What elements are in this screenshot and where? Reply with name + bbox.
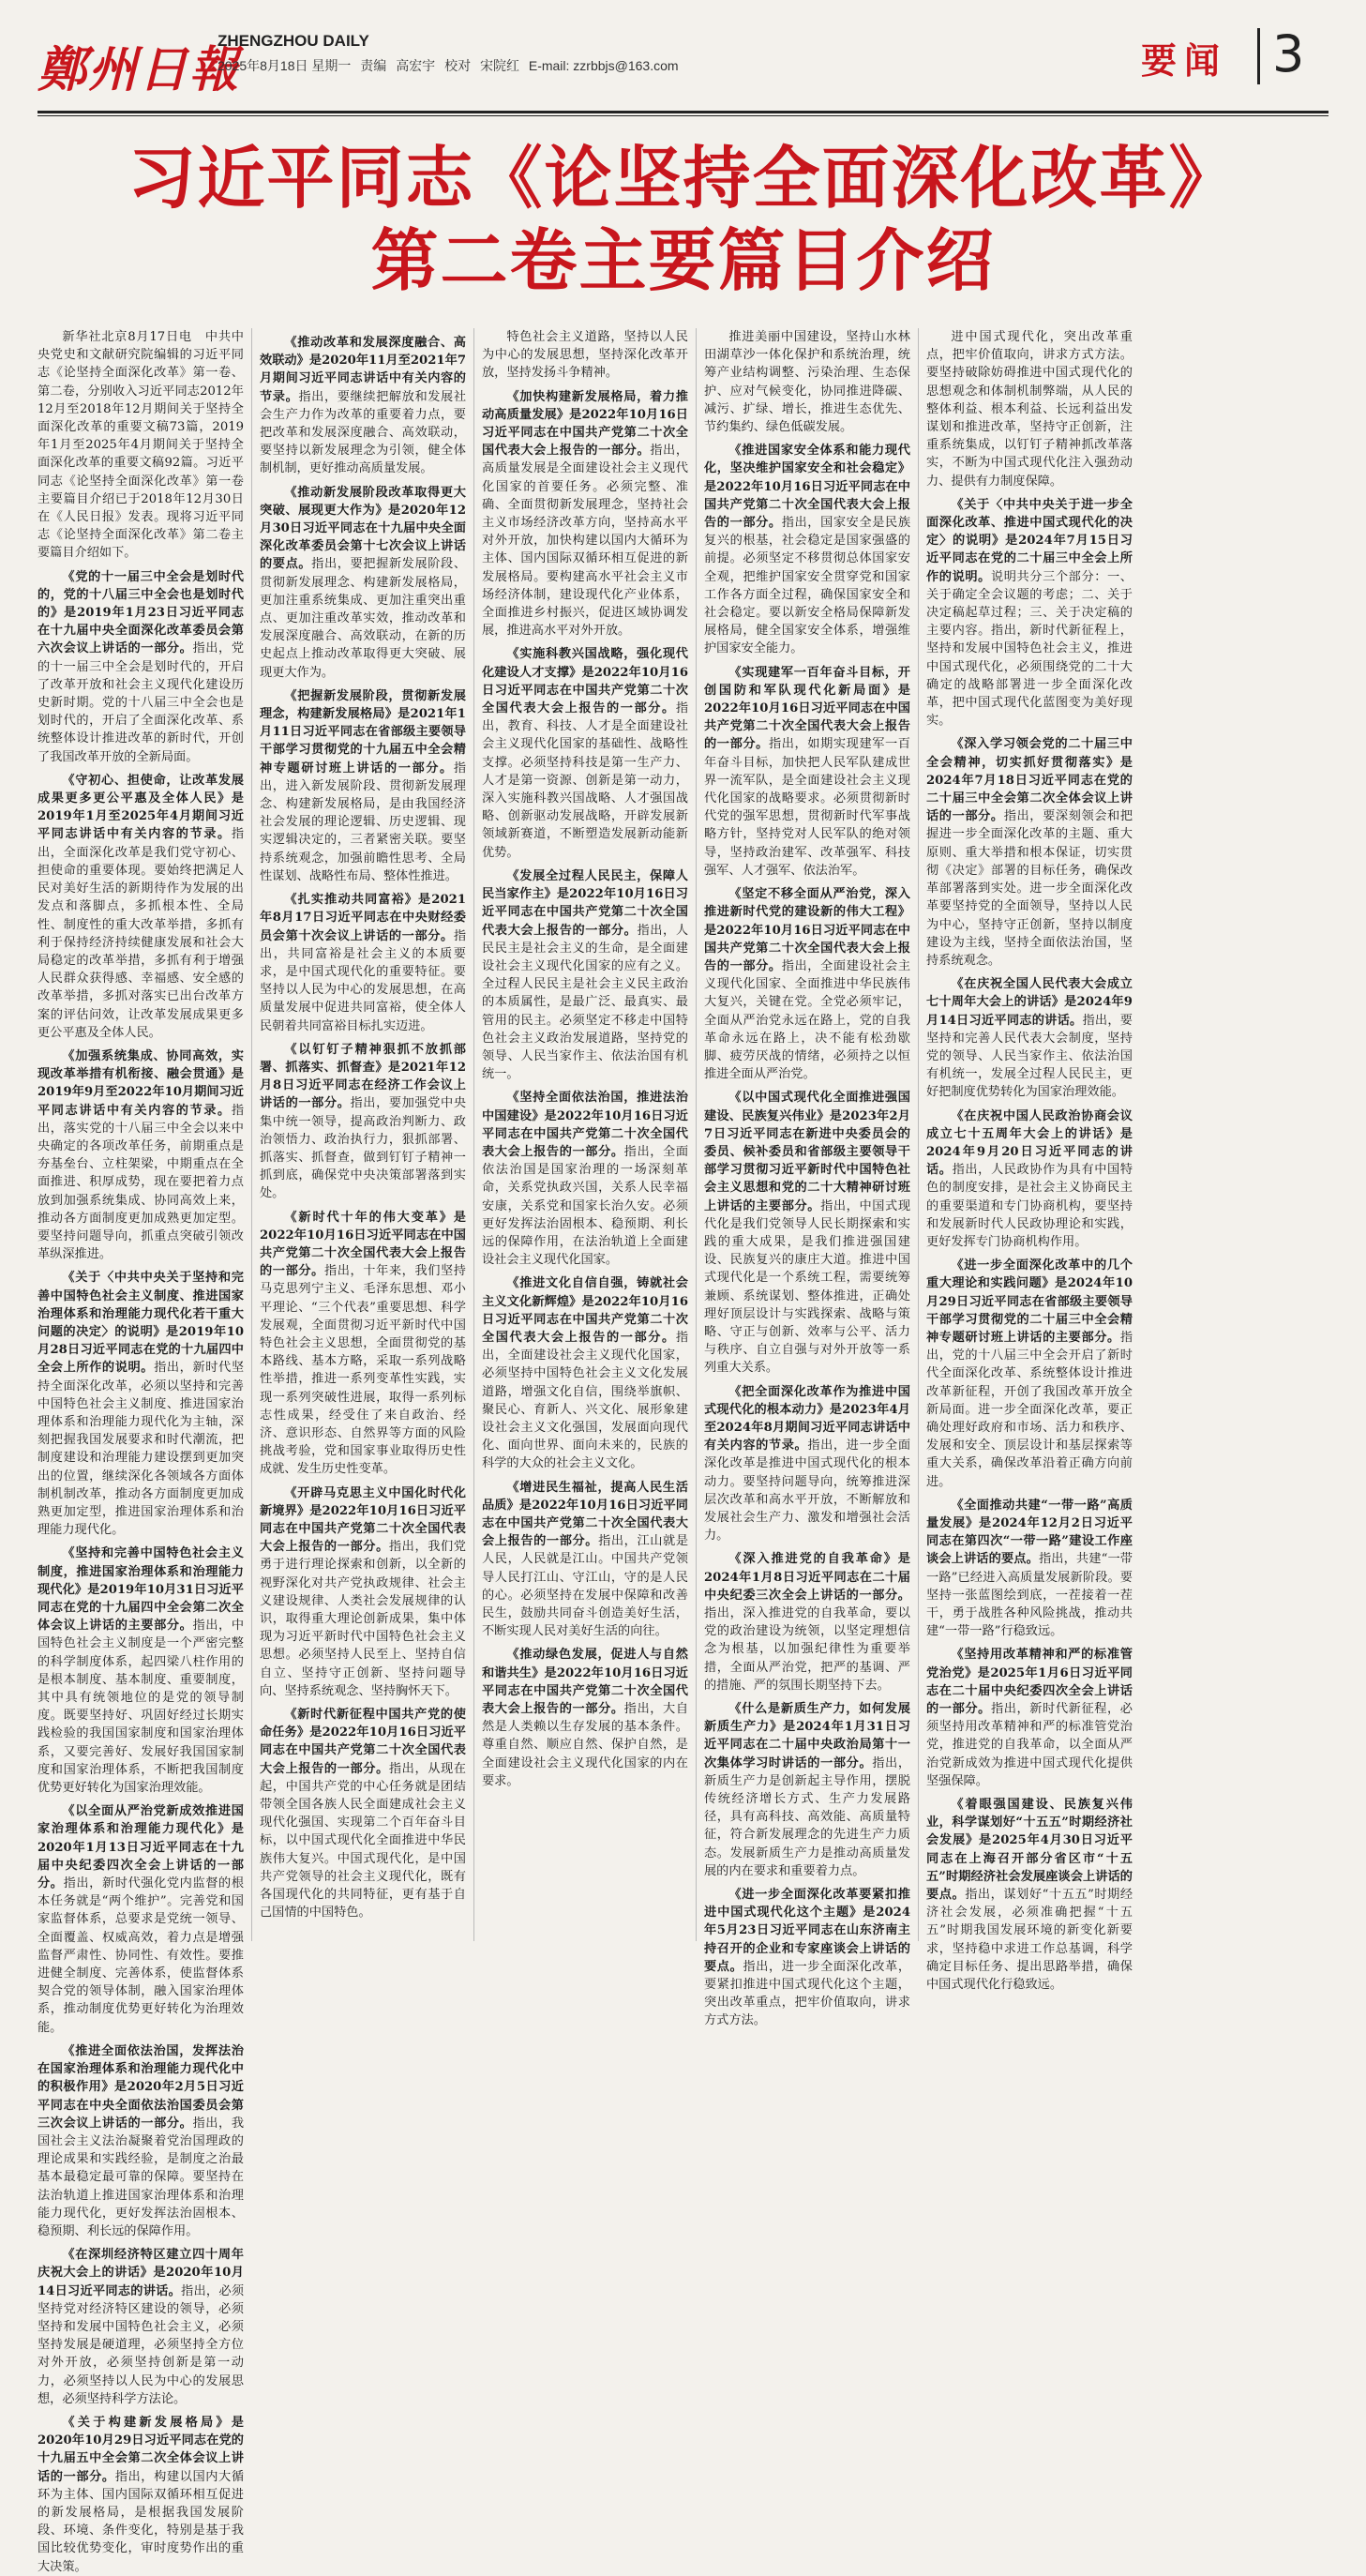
- item-summary: 指出，中国式现代化是我们党领导人民长期探索和实践的重大成果，是我们推进强国建设、民族复兴的康庄大道。推进中国式现代化是一个系统工程，需要统筹兼顾、系统谋划、整体推进，正确处理好顶层设计与实践探索、战略与策略、守正与创新、效率与公平、活力与秩序、自立自强与对外开放等一系列重大关系。: [704, 1198, 911, 1376]
- item-summary: 指出，全面深化改革是我们党守初心、担使命的重要体现。要始终把满足人民对美好生活的新期待作为发展的出发点和落脚点，多抓根本性、全局性、制度性的重大改革举措，多抓有利于保持经济持续健康发展和社会大局稳定的改革举措，多抓有利于增强人民群众获得感、幸福感、安全感的改革举措，多抓对落实已出台改革方案的评估问效，让改革发展成果更多更公平惠及全体人民。: [38, 827, 244, 1040]
- article-item: [704, 885, 910, 1083]
- article-item: [704, 1700, 910, 1880]
- item-title: 《党的十一届三中全会是划时代的，党的十八届三中全会也是划时代的》是2019年1月23日习近平同志在十九届中央全面深化改革委员会第六次会议上讲话的一部分。: [38, 569, 244, 656]
- item-title: 《关于〈中共中央关于进一步全面深化改革、推进中国式现代化的决定〉的说明》是2024年7月15日习近平同志在党的二十届三中全会上所作的说明。: [926, 497, 1133, 584]
- article-item: [482, 1089, 688, 1269]
- item-title: 《推进文化自信自强，铸就社会主义文化新辉煌》是2022年10月16日习近平同志在中国共产党第二十次全国代表大会上报告的一部分。: [482, 1276, 688, 1345]
- item-title: 《推进全面依法治国，发挥法治在国家治理体系和治理能力现代化中的积极作用》是2020年2月5日习近平同志在中央全面依法治国委员会第三次会议上讲话的一部分。: [38, 2043, 244, 2131]
- item-summary: 指出，要把握新发展阶段、贯彻新发展理念、构建新发展格局，更加注重系统集成、更加注重突出重点、更加注重改革实效，推动改革和发展深度融合、高效联动，在新的历史起点上推动改革取得更大突破、展现更大作为。: [260, 557, 467, 680]
- article-item: [926, 496, 1133, 731]
- item-summary: 指出，要加强党中央集中统一领导，提高政治判断力、政治领悟力、政治执行力，狠抓部署、抓落实、抓督查，做到钉钉子精神一抓到底，确保党中央决策部署落到实处。: [260, 1096, 467, 1201]
- article-item: [704, 1383, 910, 1545]
- article-item: [38, 2246, 244, 2408]
- article-item: [260, 334, 466, 478]
- item-summary: 指出，我们党勇于进行理论探索和创新，以全新的视野深化对共产党执政规律、社会主义建设规律、人类社会发展规律的认识，取得重大理论创新成果，集中体现为习近平新时代中国特色社会主义思想。必须坚持人民至上、坚持自信自立、坚持守正创新、坚持问题导向、坚持系统观念、坚持胸怀天下。: [260, 1540, 466, 1698]
- item-title: 《实现建军一百年奋斗目标，开创国防和军队现代化新局面》是2022年10月16日习近平同志在中国共产党第二十次全国代表大会上报告的一部分。: [704, 665, 910, 752]
- item-title: 《进一步全面深化改革要紧扣推进中国式现代化这个主题》是2024年5月23日习近平同志在山东济南主持召开的企业和专家座谈会上讲话的要点。: [704, 1888, 910, 1974]
- item-title: 《进一步全面深化改革中的几个重大理论和实践问题》是2024年10月29日习近平同志在省部级主要领导干部学习贯彻党的二十届三中全会精神专题研讨班上讲话的主要部分。: [926, 1258, 1133, 1345]
- item-summary: 指出，十年来，我们坚持马克思列宁主义、毛泽东思想、邓小平理论、“三个代表”重要思想、科学发展观，全面贯彻习近平新时代中国特色社会主义思想，全面贯彻党的基本路线、基本方略，采取一系列战略性举措，推进一系列变革性实践，实现一系列突破性进展，取得一系列标志性成果，经受住了来自政治、经济、意识形态、自然界等方面的风险挑战考验，党和国家事业取得历史性成就、发生历史性变革。: [260, 1264, 466, 1477]
- section-label: [1141, 24, 1319, 84]
- item-summary: 指出，从现在起，中国共产党的中心任务就是团结带领全国各族人民全面建成社会主义现代化强国、实现第二个百年奋斗目标，以中国式现代化全面推进中华民族伟大复兴。中国式现代化，是中国共产党领导的社会主义现代化，既有各国现代化的共同特征，更有基于自己国情的中国特色。: [260, 1761, 466, 1921]
- newspaper-english-name: ZHENGZHOU DAILY: [218, 32, 369, 50]
- editor-label: 责编: [360, 58, 387, 73]
- article-item: [482, 388, 688, 640]
- paragraph: 特色社会主义道路，坚持以人民为中心的发展思想，坚持深化改革开放，坚持发扬斗争精神。: [482, 330, 688, 381]
- section-divider: [1257, 28, 1260, 84]
- item-summary: 指出，进入新发展阶段、贯彻新发展理念、构建新发展格局，是由我国经济社会发展的理论逻辑、历史逻辑、现实逻辑决定的，三者紧密关联。要坚持系统观念，加强前瞻性思考、全局性谋划、战略性布局、整体性推进。: [260, 761, 466, 883]
- article-item: [704, 442, 910, 657]
- article-item: [38, 1802, 244, 2037]
- text-column: [38, 328, 252, 2574]
- item-summary: 指出，进一步全面深化改革是推进中国式现代化的根本动力。要坚持问题导向，统筹推进深层次改革和高水平开放，不断解放和发展社会生产力、激发和增强社会活力。: [704, 1439, 911, 1544]
- newspaper-logo: 鄭州日報: [38, 41, 241, 98]
- item-title: 《推进国家安全体系和能力现代化，坚决维护国家安全和社会稳定》是2022年10月16日习近平同志在中国共产党第二十次全国代表大会上报告的一部分。: [704, 444, 910, 531]
- item-title: 《扎实推动共同富裕》是2021年8月17日习近平同志在中央财经委员会第十次会议上讲话的一部分。: [260, 893, 466, 943]
- item-title: 《加强系统集成、协同高效，实现改革举措有机衔接、融会贯通》是2019年9月至2022年10月期间习近平同志讲话中有关内容的节录。: [38, 1048, 244, 1118]
- text-column: [926, 328, 1140, 1993]
- article-item: [482, 1479, 688, 1641]
- item-summary: 指出，必须坚持党对经济特区建设的领导，必须坚持和发展中国特色社会主义，必须坚持发展是硬道理，必须坚持全方位对外开放，必须坚持创新是第一动力，必须坚持以人民为中心的发展思想，必须坚持科学方法论。: [38, 2283, 245, 2406]
- item-summary: 指出，我国社会主义法治凝聚着党治国理政的理论成果和实践经验，是制度之治最基本最稳定最可靠的保障。要坚持在法治轨道上推进国家治理体系和治理能力现代化，更好发挥法治固根本、稳预期、利长远的保障作用。: [38, 2116, 245, 2238]
- item-summary: 指出，谋划好“十五五”时期经济社会发展，必须准确把握“十五五”时期我国发展环境的新变化新要求，坚持稳中求进工作总基调，科学确定目标任务、提出思路举措，确保中国式现代化行稳致远。: [926, 1888, 1133, 1993]
- item-title: 《开辟马克思主义中国化时代化新境界》是2022年10月16日习近平同志在中国共产党第二十次全国代表大会上报告的一部分。: [260, 1485, 466, 1555]
- item-title: 《加快构建新发展格局，着力推动高质量发展》是2022年10月16日习近平同志在中国共产党第二十次全国代表大会上报告的一部分。: [482, 389, 688, 459]
- item-title: 《关于构建新发展格局》是2020年10月29日习近平同志在党的十九届五中全会第二次全体会议上讲话的一部分。: [38, 2415, 244, 2484]
- item-summary: 指出，要坚持和完善人民代表大会制度，坚持党的领导、人民当家作主、依法治国有机统一，发展全过程人民民主，更好把制度优势转化为国家治理效能。: [926, 1013, 1133, 1100]
- header-rule-thin: [38, 115, 1328, 116]
- article-item: [926, 1646, 1133, 1790]
- item-summary: 指出，新质生产力是创新起主导作用，摆脱传统经济增长方式、生产力发展路径，具有高科技、高效能、高质量特征，符合新发展理念的先进生产力质态。发展新质生产力是推动高质量发展的内在要求和重要着力点。: [704, 1755, 911, 1878]
- header-rule: [38, 111, 1328, 113]
- item-summary: 指出，新时代坚持全面深化改革，必须以坚持和完善中国特色社会主义制度、推进国家治理体系和治理能力现代化为主轴，深刻把握我国发展要求和时代潮流，把制度建设和治理能力建设摆到更加突出的位置，继续深化各领域各方面体制机制改革，推动各方面制度更加成熟更加定型，推进国家治理体系和治理能力现代化。: [38, 1361, 245, 1538]
- proof-label: 校对: [444, 58, 472, 73]
- issue-date: 2025年8月18日 星期一: [218, 58, 352, 73]
- article-item: [38, 1047, 244, 1263]
- headline-line-1: 习近平同志《论坚持全面深化改革》: [128, 139, 1238, 218]
- article-item: [260, 1706, 466, 1921]
- editor-name: 高宏宇: [396, 58, 436, 73]
- item-summary: 指出，人民政协作为具有中国特色的制度安排，是社会主义协商民主的重要渠道和专门协商机构，要坚持和发展新时代人民政协理论和实践，更好发挥专门协商机构作用。: [926, 1163, 1133, 1249]
- article-item: [926, 975, 1133, 1101]
- article-item: [704, 1550, 910, 1695]
- item-title: 《推动新发展阶段改革取得更大突破、展现更大作为》是2020年12月30日习近平同志在十九届中央全面深化改革委员会第十七次会议上讲话的要点。: [260, 485, 466, 572]
- item-title: 《把握新发展阶段，贯彻新发展理念，构建新发展格局》是2021年1月11日习近平同志在省部级主要领导干部学习贯彻党的十九届五中全会精神专题研讨班上讲话的一部分。: [260, 688, 466, 776]
- item-summary: 指出，构建以国内大循环为主体、国内国际双循环相互促进的新发展格局，是根据我国发展阶段、环境、条件变化，特别是基于我国比较优势变化，审时度势作出的重大决策。: [38, 2469, 245, 2574]
- article-item: [38, 1544, 244, 1797]
- item-summary: 指出，全面依法治国是国家治理的一场深刻革命，关系党执政兴国，关系人民幸福安康，关系党和国家长治久安。必须更好发挥法治固根本、稳预期、利长远的保障作用，在法治轨道上全面建设社会主义现代化国家。: [482, 1144, 689, 1268]
- item-summary: 指出，要深刻领会和把握进一步全面深化改革的主题、重大原则、重大举措和根本保证，切实贯彻《决定》部署的目标任务，确保改革部署落到实处。进一步全面深化改革要坚持党的全面领导，坚持以人民为中心，坚持守正创新，坚持以制度建设为主线，坚持全面依法治国，坚持系统观念。: [926, 809, 1133, 968]
- item-title: 《深入学习领会党的二十届三中全会精神，切实抓好贯彻落实》是2024年7月18日习近平同志在党的二十届三中全会第二次全体会议上讲话的一部分。: [926, 737, 1133, 824]
- article-item: [926, 735, 1133, 970]
- article-item: [482, 867, 688, 1083]
- item-summary: 说明共分三个部分：一、关于确定全会议题的考虑；二、关于决定稿起草过程；三、关于决定稿的主要内容。指出，新时代新征程上，坚持和发展中国特色社会主义，推进中国式现代化，必须围绕党的二十大确定的战略部署进一步全面深化改革，把中国式现代化蓝图变为美好现实。: [926, 569, 1133, 729]
- issue-meta: [218, 56, 684, 75]
- article-item: [926, 1497, 1133, 1641]
- text-column: [260, 328, 474, 1941]
- item-summary: 指出，要继续把解放和发展社会生产力作为改革的重要着力点，要把改革和发展深度融合、高效联动，要坚持以新发展理念为引领，健全体制机制，更好推动高质量发展。: [260, 389, 467, 476]
- item-title: 《以全面从严治党新成效推进国家治理体系和治理能力现代化》是2020年1月13日习近平同志在十九届中央纪委四次全会上讲话的一部分。: [38, 1804, 244, 1891]
- item-summary: 指出，落实党的十八届三中全会以来中央确定的各项改革任务，前期重点是夯基垒台、立柱架梁，中期重点在全面推进、积厚成势，现在要把着力点放到加强系统集成、协同高效上来，推动各方面制度更加成熟更加定型。要坚持问题导向，抓重点突破引领改革纵深推进。: [38, 1103, 244, 1262]
- article-body: [38, 328, 1328, 2574]
- article-item: [260, 687, 466, 885]
- section-name: 要闻: [1141, 40, 1228, 82]
- item-summary: 指出，党的十八届三中全会开启了新时代全面深化改革、系统整体设计推进改革新征程，开创了我国改革开放全新局面。进一步全面深化改革，要正确处理好政府和市场、活力和秩序、发展和安全、顶层设计和基层探索等重大关系，确保改革沿着正确方向前进。: [926, 1330, 1133, 1489]
- headline-line-2: 第二卷主要篇目介绍: [370, 221, 996, 300]
- item-title: 《坚持和完善中国特色社会主义制度，推进国家治理体系和治理能力现代化》是2019年10月31日习近平同志在党的十九届四中全会第二次全体会议上讲话的主要部分。: [38, 1546, 244, 1634]
- item-summary: 指出，新时代新征程，必须坚持用改革精神和严的标准管党治党，推进党的自我革命，以全面从严治党新成效为推进中国式现代化提供坚强保障。: [926, 1702, 1133, 1788]
- item-title: 《坚定不移全面从严治党，深入推进新时代党的建设新的伟大工程》是2022年10月16日习近平同志在中国共产党第二十次全国代表大会上报告的一部分。: [704, 887, 910, 973]
- item-title: 《坚持全面依法治国，推进法治中国建设》是2022年10月16日习近平同志在中国共产党第二十次全国代表大会上报告的一部分。: [482, 1091, 688, 1159]
- text-column: [704, 328, 919, 2028]
- item-title: 《全面推动共建“一带一路”高质量发展》是2024年12月2日习近平同志在第四次“一带一路”建设工作座谈会上讲话的要点。: [926, 1498, 1133, 1567]
- paragraph: 新华社北京8月17日电 中共中央党史和文献研究院编辑的习近平同志《论坚持全面深化改革》第一卷、第二卷，分别收入习近平同志2012年12月至2018年12月期间关于坚持全面深化改革的重要文稿73篇，2019年1月至2025年4月期间关于坚持全面深化改革的重要文稿92篇。习近平同志《论坚持全面深化改革》第一卷主要篇目介绍已于2018年12月30日在《人民日报》发表。现将习近平同志《论坚持全面深化改革》第二卷主要篇目介绍如下。: [38, 330, 244, 561]
- item-summary: 指出，高质量发展是全面建设社会主义现代化国家的首要任务。必须完整、准确、全面贯彻新发展理念，坚持社会主义市场经济改革方向，坚持高水平对外开放，加快构建以国内大循环为主体、国内国际双循环相互促进的新发展格局。要构建高水平社会主义市场经济体制，建设现代化产业体系，全面推进乡村振兴，促进区域协调发展，推进高水平对外开放。: [482, 444, 689, 639]
- item-title: 《守初心、担使命，让改革发展成果更多更公平惠及全体人民》是2019年1月至2025年4月期间习近平同志讲话中有关内容的节录。: [38, 773, 244, 842]
- article-item: [704, 1886, 910, 2030]
- article-item: [260, 891, 466, 1035]
- item-title: 《关于〈中共中央关于坚持和完善中国特色社会主义制度、推进国家治理体系和治理能力现代化若干重大问题的决定〉的说明》是2019年10月28日习近平同志在党的十九届四中全会上所作的说明。: [38, 1271, 244, 1376]
- item-summary: 指出，大自然是人类赖以生存发展的基本条件。尊重自然、顺应自然、保护自然，是全面建设社会主义现代化国家的内在要求。: [482, 1702, 689, 1788]
- item-title: 《把全面深化改革作为推进中国式现代化的根本动力》是2023年4月至2024年8月期间习近平同志讲话中有关内容的节录。: [704, 1384, 910, 1454]
- article-item: [38, 2414, 244, 2576]
- item-title: 《推动改革和发展深度融合、高效联动》是2020年11月至2021年7月期间习近平同志讲话中有关内容的节录。: [260, 336, 466, 404]
- item-title: 《在庆祝全国人民代表大会成立七十周年大会上的讲话》是2024年9月14日习近平同志的讲话。: [926, 977, 1133, 1028]
- article-item: [260, 1041, 466, 1203]
- paragraph: 进中国式现代化，突出改革重点，把牢价值取向，讲求方式方法。要坚持破除妨碍推进中国式现代化的思想观念和体制机制弊端，从人民的整体利益、根本利益、长远利益出发谋划和推进改革，坚持守正创新，注重系统集成，以钉钉子精神抓改革落实，不断为中国式现代化注入强劲动力、提供有力制度保障。: [926, 330, 1133, 489]
- article-item: [482, 645, 688, 861]
- article-item: [260, 484, 466, 682]
- article-item: [482, 1274, 688, 1472]
- item-title: 《着眼强国建设、民族复兴伟业，科学谋划好“十五五”时期经济社会发展》是2025年4月30日习近平同志在上海召开部分省区市“十五五”时期经济社会发展座谈会上讲话的要点。: [926, 1798, 1133, 1903]
- paragraph: 推进美丽中国建设，坚持山水林田湖草沙一体化保护和系统治理，统筹产业结构调整、污染治理、生态保护、应对气候变化，协同推进降碳、减污、扩绿、增长，推进生态优先、节约集约、绿色低碳发展。: [704, 330, 910, 435]
- item-summary: 指出，江山就是人民，人民就是江山。中国共产党领导人民打江山、守江山，守的是人民的心。必须坚持在发展中保障和改善民生，鼓励共同奋斗创造美好生活，不断实现人民对美好生活的向往。: [482, 1534, 689, 1639]
- item-summary: 指出，中国特色社会主义制度是一个严密完整的科学制度体系，起四梁八柱作用的是根本制度、基本制度、重要制度，其中具有统领地位的是党的领导制度。既要坚持好、巩固好经过长期实践检验的我国国家制度和国家治理体系，又要完善好、发展好我国国家制度和国家治理体系，不断把我国制度优势更好转化为国家治理效能。: [38, 1619, 245, 1796]
- article-item: [38, 2042, 244, 2240]
- masthead: [0, 0, 1366, 124]
- item-title: 《推动绿色发展，促进人与自然和谐共生》是2022年10月16日习近平同志在中国共产党第二十次全国代表大会上报告的一部分。: [482, 1648, 688, 1717]
- item-title: 《坚持用改革精神和严的标准管党治党》是2025年1月6日习近平同志在二十届中央纪委四次全会上讲话的一部分。: [926, 1648, 1133, 1717]
- item-summary: 指出，共建“一带一路”已经进入高质量发展新阶段。要坚持一张蓝图绘到底，一茬接着一茬干，勇于战胜各种风险挑战，推动共建“一带一路”行稳致远。: [926, 1552, 1133, 1639]
- article-item: [926, 1796, 1133, 1994]
- contact-email: E-mail: zzrbbjs@163.com: [528, 58, 679, 73]
- item-title: 《在庆祝中国人民政治协商会议成立七十五周年大会上的讲话》是2024年9月20日习近平同志的讲话。: [926, 1108, 1133, 1178]
- item-summary: 指出，全面建设社会主义现代化国家，必须坚持中国特色社会主义文化发展道路，增强文化自信，围绕举旗帜、聚民心、育新人、兴文化、展形象建设社会主义文化强国，发展面向现代化、面向世界、面向未来的，民族的科学的大众的社会主义文化。: [482, 1330, 688, 1471]
- item-title: 《新时代新征程中国共产党的使命任务》是2022年10月16日习近平同志在中国共产党第二十次全国代表大会上报告的一部分。: [260, 1708, 466, 1776]
- proofreader-name: 宋院红: [479, 58, 519, 73]
- item-title: 《增进民生福祉，提高人民生活品质》是2022年10月16日习近平同志在中国共产党第二十次全国代表大会上报告的一部分。: [482, 1480, 688, 1549]
- item-summary: 指出，新时代强化党内监督的根本任务就是“两个维护”。完善党和国家监督体系，总要求是党统一领导、全面覆盖、权威高效，着力点是增强监督严肃性、协同性、有效性。要推进健全制度、完善体系，使监督体系契合党的领导体制，融入国家治理体系，推动制度优势更好转化为治理效能。: [38, 1876, 245, 2035]
- item-title: 《以钉钉子精神狠抓不放抓部署、抓落实、抓督查》是2021年12月8日习近平同志在经济工作会议上讲话的一部分。: [260, 1042, 466, 1111]
- text-column: [482, 328, 697, 1941]
- item-title: 《实施科教兴国战略，强化现代化建设人才支撑》是2022年10月16日习近平同志在中国共产党第二十次全国代表大会上报告的一部分。: [482, 647, 688, 716]
- item-title: 《什么是新质生产力，如何发展新质生产力》是2024年1月31日习近平同志在二十届中央政治局第十一次集体学习时讲话的一部分。: [704, 1702, 910, 1770]
- article-item: [926, 1107, 1133, 1252]
- article-item: [704, 1089, 910, 1377]
- article-item: [260, 1484, 466, 1700]
- item-summary: 指出，全面建设社会主义现代化国家、全面推进中华民族伟大复兴，关键在党。全党必须牢记，全面从严治党永远在路上，党的自我革命永远在路上，决不能有松劲歇脚、疲劳厌战的情绪，必须持之以恒推进全面从严治党。: [704, 958, 911, 1082]
- item-title: 《新时代十年的伟大变革》是2022年10月16日习近平同志在中国共产党第二十次全国代表大会上报告的一部分。: [260, 1210, 466, 1279]
- article-item: [38, 1269, 244, 1539]
- item-summary: 指出，教育、科技、人才是全面建设社会主义现代化国家的基础性、战略性支撑。必须坚持科技是第一生产力、人才是第一资源、创新是第一动力，深入实施科教兴国战略、人才强国战略、创新驱动发展战略，开辟发展新领域新赛道，不断塑造发展新动能新优势。: [482, 701, 688, 860]
- page-number: 3: [1272, 24, 1305, 83]
- article-item: [704, 664, 910, 880]
- item-summary: 指出，共同富裕是社会主义的本质要求，是中国式现代化的重要特征。要坚持以人民为中心的发展思想，在高质量发展中促进共同富裕，使全体人民朝着共同富裕目标扎实迈进。: [260, 928, 466, 1033]
- item-summary: 指出，深入推进党的自我革命，要以党的政治建设为统领，以坚定理想信念为根基，以加强纪律性为重要举措，全面从严治党，把严的基调、严的措施、严的氛围长期坚持下去。: [704, 1606, 910, 1693]
- article-item: [38, 568, 244, 766]
- article-item: [482, 1646, 688, 1790]
- item-title: 《发展全过程人民民主，保障人民当家作主》是2022年10月16日习近平同志在中国共产党第二十次全国代表大会上报告的一部分。: [482, 868, 688, 938]
- item-summary: 指出，国家安全是民族复兴的根基，社会稳定是国家强盛的前提。必须坚定不移贯彻总体国家安全观，把维护国家安全贯穿党和国家工作各方面全过程，确保国家安全和社会稳定。要以新安全格局保障新发展格局，健全国家安全体系，增强维护国家安全能力。: [704, 516, 911, 656]
- item-summary: 指出，进一步全面深化改革，要紧扣推进中国式现代化这个主题，突出改革重点，把牢价值取向，讲求方式方法。: [704, 1959, 911, 2028]
- item-summary: 指出，党的十一届三中全会是划时代的，开启了改革开放和社会主义现代化建设历史新时期。党的十八届三中全会也是划时代的，开启了全面深化改革、系统整体设计推进改革的新时代，开创了我国改革开放的全新局面。: [38, 641, 245, 764]
- article-item: [38, 772, 244, 1042]
- article-item: [926, 1257, 1133, 1491]
- item-title: 《在深圳经济特区建立四十周年庆祝大会上的讲话》是2020年10月14日习近平同志的讲话。: [38, 2248, 244, 2298]
- item-title: 《深入推进党的自我革命》是2024年1月8日习近平同志在二十届中央纪委三次全会上讲话的一部分。: [704, 1552, 910, 1603]
- item-summary: 指出，如期实现建军一百年奋斗目标，加快把人民军队建成世界一流军队，是全面建设社会主义现代化国家的战略要求。必须贯彻新时代党的强军思想，贯彻新时代军事战略方针，坚持党对人民军队的绝对领导，坚持政治建军、改革强军、科技强军、人才强军、依法治军。: [704, 737, 910, 878]
- item-title: 《以中国式现代化全面推进强国建设、民族复兴伟业》是2023年2月7日习近平同志在新进中央委员会的委员、候补委员和省部级主要领导干部学习贯彻习近平新时代中国特色社会主义思想和党的二十大精神研讨班上讲话的主要部分。: [704, 1091, 910, 1213]
- item-summary: 指出，人民民主是社会主义的生命，是全面建设社会主义现代化国家的应有之义。全过程人民民主是社会主义民主政治的本质属性，是最广泛、最真实、最管用的民主。必须坚定不移走中国特色社会主义政治发展道路，坚持党的领导、人民当家作主、依法治国有机统一。: [482, 923, 689, 1082]
- article-item: [260, 1209, 466, 1479]
